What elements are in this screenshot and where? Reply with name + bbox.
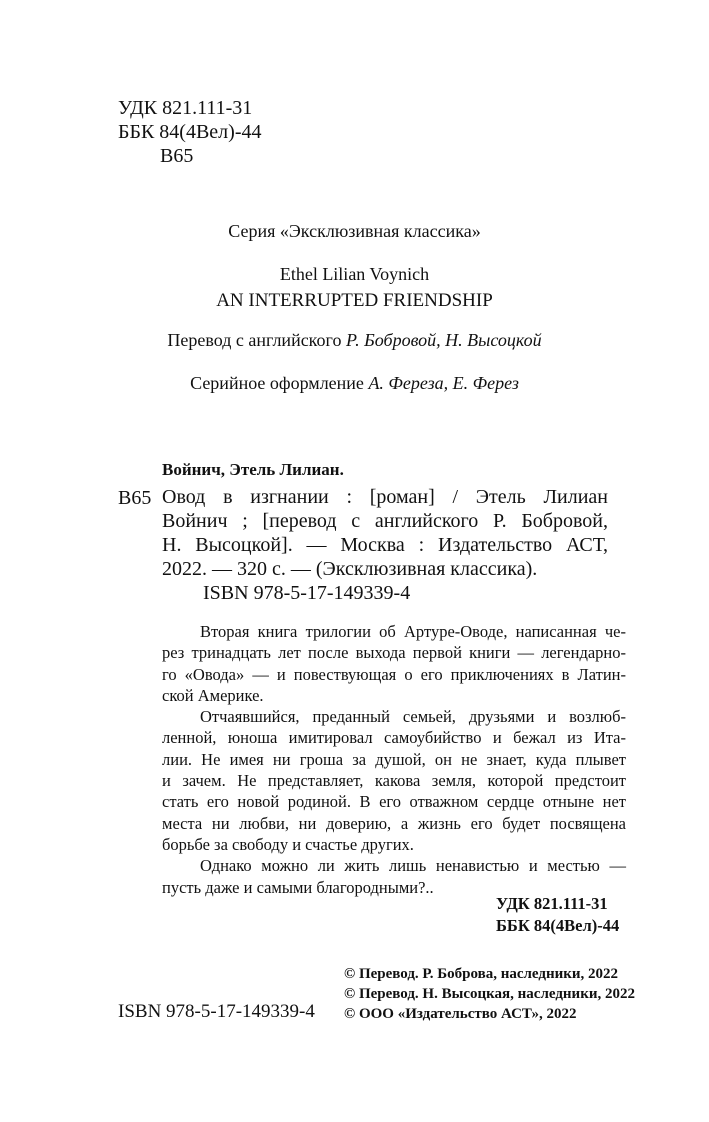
annotation-line: пусть даже и самыми благородными?.. [162, 877, 434, 897]
annotation-line: лии. Не имея ни гроша за душой, он не знает, куда плывет [162, 749, 626, 769]
original-author: Ethel Lilian Voynich [279, 264, 430, 284]
udk-code-bottom: УДК 821.111-31 [496, 894, 608, 913]
annotation-line: рез тринадцать лет после выхода первой книги — легендарно- [162, 643, 626, 663]
translation-prefix: Перевод с английского [167, 330, 346, 350]
classification-block-bottom [496, 893, 619, 937]
annotation-line: ленной, юноша имитировал самоубийство и бежал из Ита- [162, 728, 626, 748]
copyright-line: © ООО «Издательство АСТ», 2022 [344, 1006, 577, 1022]
bibliographic-line: Н. Высоцкой]. — Москва : Издательство АСТ, [162, 534, 608, 556]
annotation-line: Отчаявшийся, преданный семьей, друзьями и возлюб- [200, 707, 626, 727]
bibliographic-line: 2022. — 320 с. — (Эксклюзивная классика). [162, 558, 538, 580]
annotation-line: ской Америке. [162, 685, 264, 705]
copyright-line: © Перевод. Р. Боброва, наследники, 2022 [344, 966, 619, 982]
annotation [162, 621, 626, 898]
annotation-line: борьбе за свободу и счастье других. [162, 834, 414, 854]
design-credit [0, 373, 709, 394]
classification-block-top [118, 96, 262, 168]
annotation-line: места ни любви, ни доверию, а жизнь его будет посвящена [162, 813, 626, 833]
bibliographic-line: Войнич ; [перевод с английского Р. Бобровой, [162, 510, 608, 532]
annotation-paragraph [162, 855, 626, 898]
translation-credit [0, 330, 709, 351]
designer-names: А. Фереза, Е. Ферез [368, 373, 519, 393]
bbk-code-bottom: ББК 84(4Вел)-44 [496, 916, 620, 935]
annotation-paragraph [162, 706, 626, 855]
annotation-line: го «Овода» — и повествующая о его приключениях в Латин- [162, 664, 626, 684]
bibliographic-line: Овод в изгнании : [роман] / Этель Лилиан [162, 486, 608, 508]
design-prefix: Серийное оформление [190, 373, 369, 393]
isbn-bottom: ISBN 978-5-17-149339-4 [118, 1001, 315, 1022]
udk-code: УДК 821.111-31 [118, 97, 253, 119]
author-mark: В65 [160, 145, 194, 167]
annotation-paragraph [162, 621, 626, 706]
annotation-line: и зачем. Не представляет, какова земля, которой предстоит [162, 771, 626, 791]
bibliographic-author-heading: Войнич, Этель Лилиан. [162, 460, 344, 479]
annotation-line: Однако можно ли жить лишь ненавистью и местью — [200, 856, 626, 876]
isbn-main: ISBN 978-5-17-149339-4 [203, 582, 411, 604]
series-title: Серия «Эксклюзивная классика» [228, 221, 481, 241]
translator-names: Р. Бобровой, Н. Высоцкой [345, 330, 542, 350]
bibliographic-description [162, 485, 608, 581]
annotation-line: стать его новой родиной. В его отважном сердце отныне нет [162, 792, 626, 812]
annotation-line: Вторая книга трилогии об Артуре-Оводе, написанная че- [200, 622, 626, 641]
copyright-block [344, 964, 635, 1024]
copyright-line: © Перевод. Н. Высоцкая, наследники, 2022 [344, 986, 635, 1002]
bibliographic-author-mark: В65 [118, 487, 152, 509]
original-title: AN INTERRUPTED FRIENDSHIP [216, 290, 493, 311]
bbk-code: ББК 84(4Вел)-44 [118, 121, 262, 143]
